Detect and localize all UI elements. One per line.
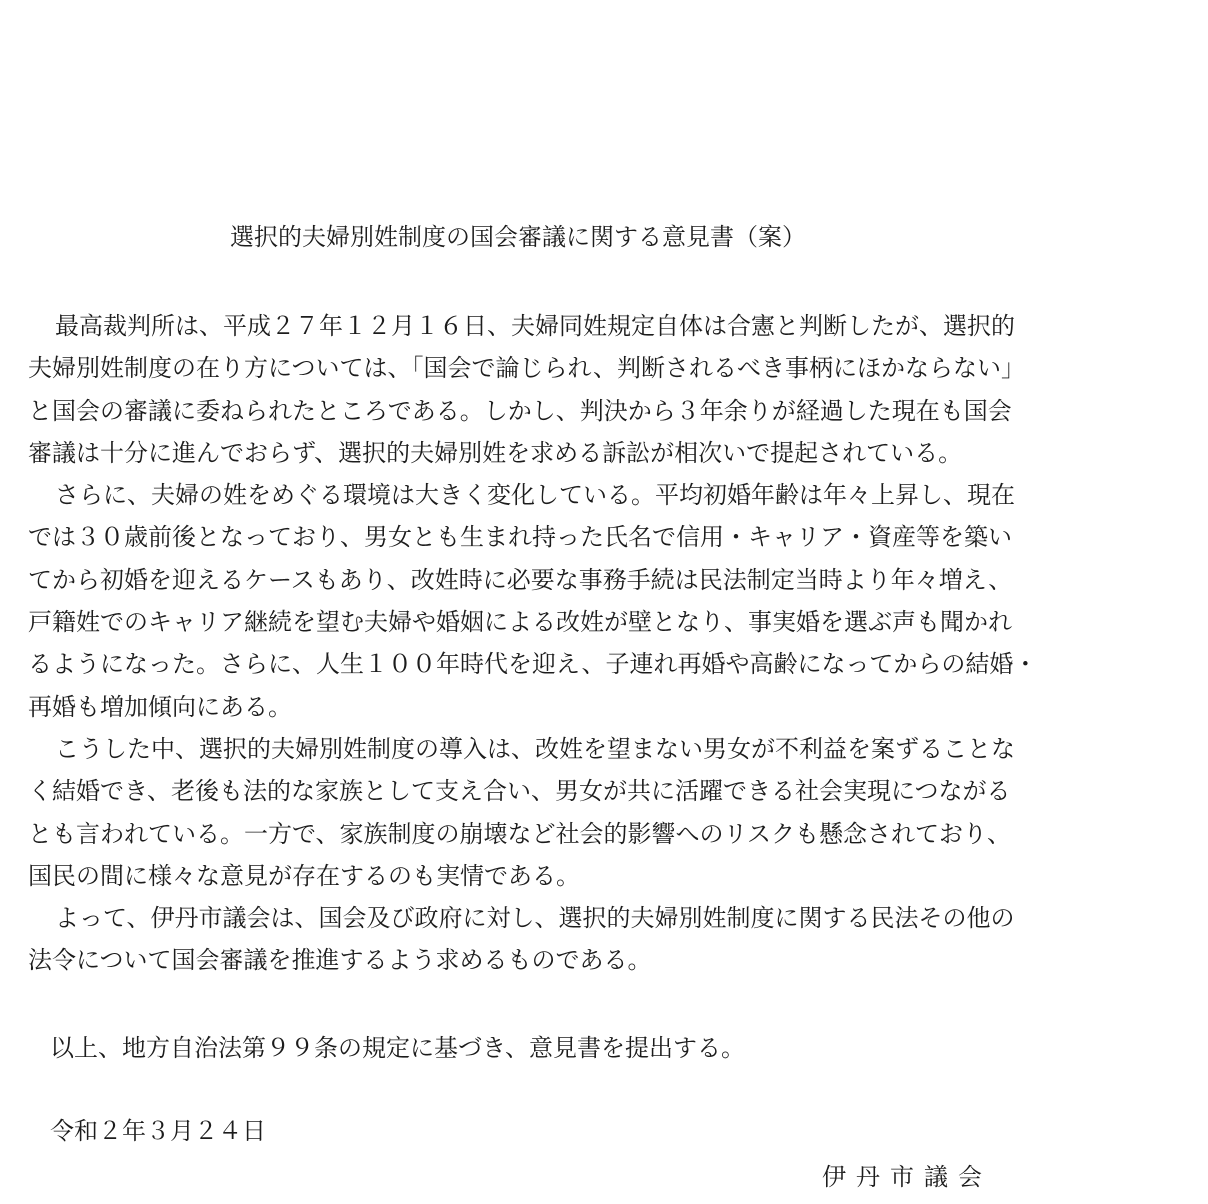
- paragraph-2-line-6: 再婚も増加傾向にある。: [28, 692, 292, 721]
- paragraph-2-line-2: では３０歳前後となっており、男女とも生まれ持った氏名で信用・キャリア・資産等を築い: [28, 523, 1012, 552]
- paragraph-1-line-2: 夫婦別姓制度の在り方については、「国会で論じられ、判断されるべき事柄にほかならない」: [28, 354, 1025, 383]
- paragraph-1-line-4: 審議は十分に進んでおらず、選択的夫婦別姓を求める訴訟が相次いで提起されている。: [28, 438, 963, 467]
- closing-statement: 以上、地方自治法第９９条の規定に基づき、意見書を提出する。: [50, 1034, 746, 1062]
- document-title: 選択的夫婦別姓制度の国会審議に関する意見書（案）: [230, 223, 806, 251]
- document-date: 令和２年３月２４日: [50, 1117, 266, 1145]
- paragraph-4-line-1: よって、伊丹市議会は、国会及び政府に対し、選択的夫婦別姓制度に関する民法その他の: [55, 904, 1015, 933]
- paragraph-2-line-3: てから初婚を迎えるケースもあり、改姓時に必要な事務手続は民法制定当時より年々増え、: [28, 565, 1013, 594]
- paragraph-3-line-3: とも言われている。一方で、家族制度の崩壊など社会的影響へのリスクも懸念されており、: [28, 819, 1012, 848]
- signer: 伊丹市議会: [822, 1163, 992, 1191]
- paragraph-3-line-4: 国民の間に様々な意見が存在するのも実情である。: [28, 861, 580, 890]
- paragraph-2-line-1: さらに、夫婦の姓をめぐる環境は大きく変化している。平均初婚年齢は年々上昇し、現在: [55, 481, 1015, 510]
- paragraph-4-line-2: 法令について国会審議を推進するよう求めるものである。: [28, 946, 652, 975]
- paragraph-1-line-1: 最高裁判所は、平成２７年１２月１６日、夫婦同姓規定自体は合憲と判断したが、選択的: [55, 312, 1015, 340]
- paragraph-1-line-3: と国会の審議に委ねられたところである。しかし、判決から３年余りが経過した現在も国会: [28, 396, 1012, 425]
- paragraph-2-line-4: 戸籍姓でのキャリア継続を望む夫婦や婚姻による改姓が壁となり、事実婚を選ぶ声も聞かれ: [28, 608, 1012, 637]
- paragraph-3-line-2: く結婚でき、老後も法的な家族として支え合い、男女が共に活躍できる社会実現につながる: [28, 777, 1011, 806]
- paragraph-3-line-1: こうした中、選択的夫婦別姓制度の導入は、改姓を望まない男女が不利益を案ずることな: [55, 734, 1015, 763]
- document-body: [28, 305, 1040, 982]
- paragraph-2-line-5: るようになった。さらに、人生１００年時代を迎え、子連れ再婚や高齢になってからの結婚・: [28, 650, 1038, 679]
